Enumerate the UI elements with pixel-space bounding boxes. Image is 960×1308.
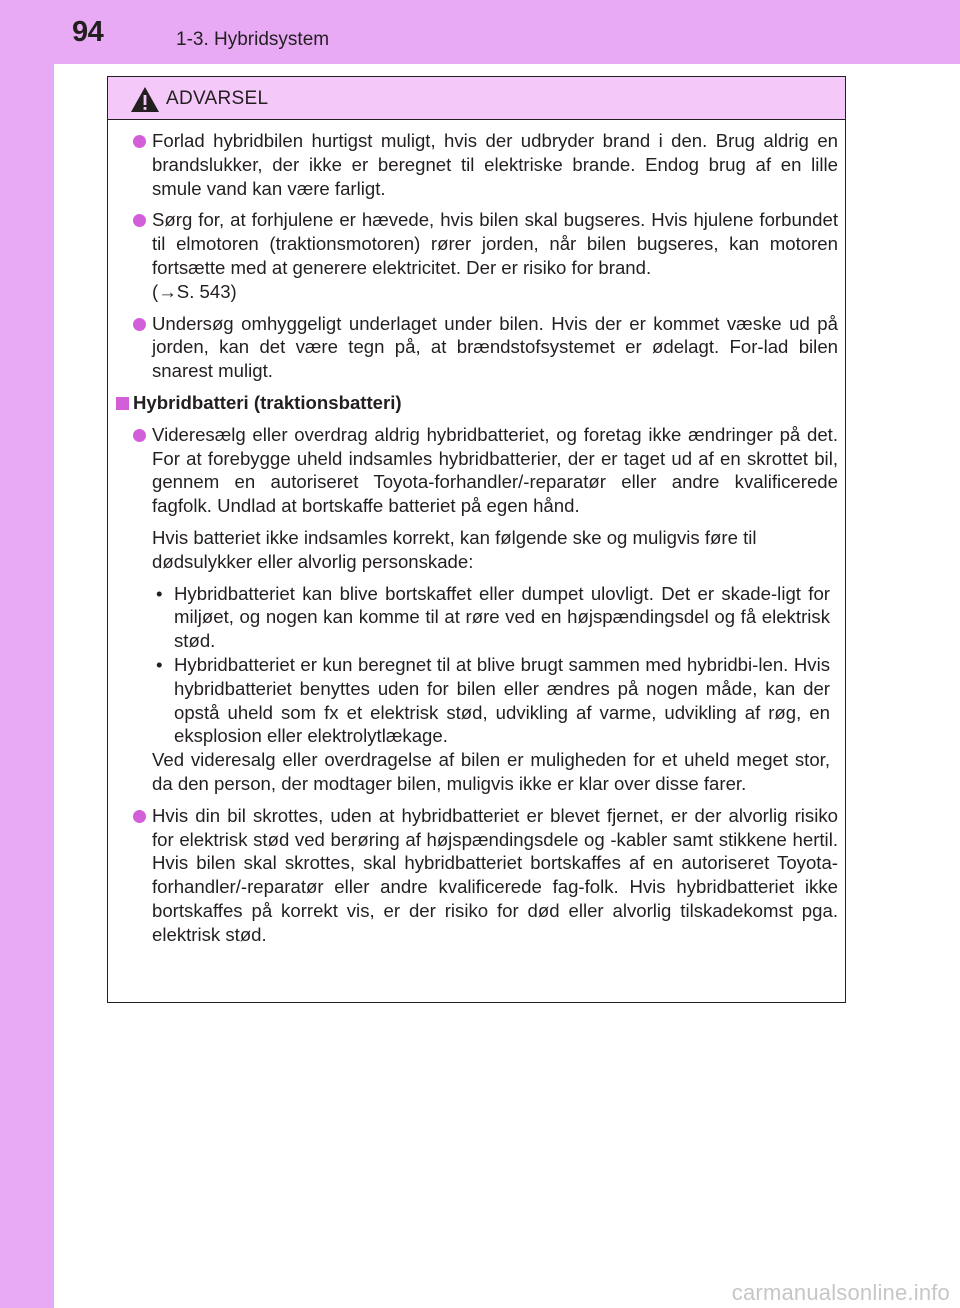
bullet-dot-icon <box>133 135 146 148</box>
page-reference: (→S. 543) <box>152 280 237 302</box>
warning-item-text: Undersøg omhyggeligt underlaget under bilen. Hvis der er kommet væske ud på jorden, kan det være tegn på, at brændstofsystemet er ødelagt. For-lad bilen snarest muligt. <box>152 312 838 382</box>
page-number: 94 <box>72 16 104 48</box>
warning-box <box>107 76 846 1003</box>
bullet-point-icon: • <box>156 582 163 604</box>
list-item-text: Hybridbatteriet er kun beregnet til at blive brugt sammen med hybridbi-len. Hvis hybridbatteriet benyttes uden for bilen eller ændres på nogen måde, kan der opstå uheld som fx et elektrisk stød, udvikling af varme, udvikling af røg, en eksplosion eller elektrolytlækage. <box>174 653 830 747</box>
subheading-text: Hybridbatteri (traktionsbatteri) <box>133 391 402 413</box>
warning-title: ADVARSEL <box>166 88 269 109</box>
warning-item-text: Forlad hybridbilen hurtigst muligt, hvis der udbryder brand i den. Brug aldrig en brandslukker, der ikke er beregnet til elektriske brande. Endog brug af en lille smule vand kan være farligt. <box>152 130 838 199</box>
warning-body <box>108 129 845 955</box>
header-rule <box>54 64 960 67</box>
bullet-point-icon: • <box>156 653 163 675</box>
watermark: carmanualsonline.info <box>731 1280 950 1305</box>
warning-item-text: Hvis din bil skrottes, uden at hybridbatteriet er blevet fjernet, er der alvorlig risiko for elektrisk stød ved berøring af højspændingsdele og -kabler samt stikkene hertil. Hvis bilen skal skrottes, skal hybridbatteriet bortskaffes af en autoriseret Toyota-forhandler/-reparatør eller andre kvalificerede fag-folk. Hvis hybridbatteriet ikke bortskaffes på korrekt vis, er der risiko for død eller alvorlig tilskadekomst pga. elektrisk stød. <box>152 804 838 945</box>
list-item <box>152 653 838 748</box>
warning-header <box>108 77 845 120</box>
battery-bullet-list <box>132 582 838 749</box>
warning-item <box>132 804 838 947</box>
list-item-text: Hybridbatteriet kan blive bortskaffet eller dumpet ulovligt. Det er skade-ligt for miljøet, og nogen kan komme til at røre ved en højspændingsdel og få elektrisk stød. <box>174 582 830 652</box>
warning-item <box>132 312 838 383</box>
bullet-dot-icon <box>133 429 146 442</box>
battery-paragraph: Hvis batteriet ikke indsamles korrekt, kan følgende ske og muligvis føre til dødsulykker eller alvorlig personskade: <box>152 526 757 572</box>
warning-item <box>132 129 838 200</box>
list-item <box>152 582 838 653</box>
subheading <box>112 391 838 415</box>
square-bullet-icon <box>116 397 129 410</box>
side-color-strip <box>0 0 54 1308</box>
section-title: 1-3. Hybridsystem <box>176 29 330 50</box>
bullet-dot-icon <box>133 810 146 823</box>
warning-triangle-icon <box>130 86 160 113</box>
bullet-dot-icon <box>133 214 146 227</box>
warning-item <box>132 208 838 303</box>
warning-item-text: Videresælg eller overdrag aldrig hybridbatteriet, og foretag ikke ændringer på det. For at forebygge uheld indsamles hybridbatterier, der er taget ud af en skrottet bil, gennem en autoriseret Toyota-forhandler/-reparatør eller andre kvalificerede fagfolk. Undlad at bortskaffe batteriet på egen hånd. <box>152 423 838 517</box>
battery-tail-paragraph: Ved videresalg eller overdragelse af bilen er muligheden for et uheld meget stor, da den person, der modtager bilen, muligvis ikke er klar over disse farer. <box>152 749 830 794</box>
warning-item <box>132 423 838 518</box>
bullet-dot-icon <box>133 318 146 331</box>
warning-item-text: Sørg for, at forhjulene er hævede, hvis bilen skal bugseres. Hvis hjulene forbundet til elmotoren (traktionsmotoren) rører jorden, når bilen bugseres, kan motoren fortsætte med at generere elektricitet. Der er risiko for brand. <box>152 209 838 278</box>
